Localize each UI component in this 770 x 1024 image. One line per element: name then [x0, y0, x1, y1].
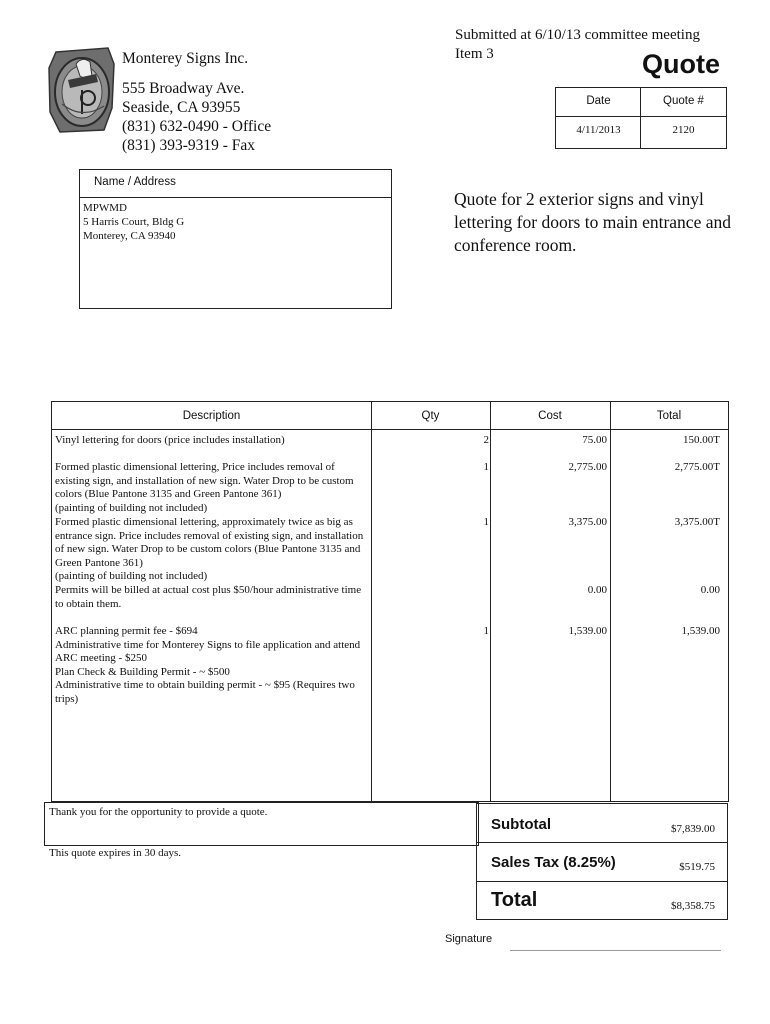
row-total: 0.00 — [700, 584, 720, 596]
row-description: Formed plastic dimensional lettering, Price includes removal of existing sign, and installation of new sign. Water Drop to be custom colors (Blue Pantone 3135 and Green Pantone 361) (painting of building not included) — [55, 461, 354, 514]
customer-address-box — [79, 169, 392, 309]
row-qty: 1 — [483, 516, 489, 528]
description-header: Description — [182, 410, 241, 422]
company-address-line2: Seaside, CA 93955 — [122, 99, 241, 116]
thank-you-note: Thank you for the opportunity to provide a quote. — [49, 806, 268, 818]
thank-you-box — [44, 802, 479, 846]
quote-info-table — [555, 87, 727, 149]
row-qty: 2 — [483, 434, 489, 446]
row-cost: 0.00 — [587, 584, 607, 596]
row-cost: 1,539.00 — [568, 625, 607, 637]
row-cost: 75.00 — [582, 434, 607, 446]
company-phone-fax: (831) 393-9319 - Fax — [122, 137, 256, 154]
date-header: Date — [586, 95, 611, 107]
company-phone-office: (831) 632-0490 - Office — [122, 118, 272, 135]
signature-label: Signature — [445, 933, 493, 945]
quote-date: 4/11/2013 — [576, 124, 621, 136]
company-logo — [46, 46, 118, 134]
customer-line: Monterey, CA 93940 — [83, 230, 176, 242]
row-total: 3,375.00T — [674, 516, 720, 528]
total-label: Total — [491, 889, 538, 911]
qty-header: Qty — [421, 410, 440, 422]
row-cost: 3,375.00 — [568, 516, 607, 528]
customer-address — [83, 201, 184, 243]
sales-tax-label: Sales Tax (8.25%) — [491, 854, 616, 871]
line-items-table — [51, 401, 729, 802]
name-address-header: Name / Address — [94, 176, 176, 188]
total-amount: $8,358.75 — [671, 900, 715, 912]
customer-line: MPWMD — [83, 202, 128, 214]
row-description: Permits will be billed at actual cost plus $50/hour administrative time to obtain them. — [55, 584, 362, 610]
submitted-note: Submitted at 6/10/13 committee meeting — [455, 27, 700, 43]
row-total: 1,539.00 — [681, 625, 720, 637]
signature-line[interactable] — [510, 950, 721, 951]
row-qty: 1 — [483, 625, 489, 637]
logo-emblem-icon — [46, 46, 118, 134]
customer-line: 5 Harris Court, Bldg G — [83, 216, 185, 228]
subtotal-amount: $7,839.00 — [671, 823, 715, 835]
total-header: Total — [656, 410, 682, 422]
cost-header: Cost — [538, 410, 562, 422]
company-name: Monterey Signs Inc. — [122, 50, 249, 67]
quote-summary: Quote for 2 exterior signs and vinyl lettering for doors to main entrance and conference room. — [454, 189, 731, 255]
expiry-note: This quote expires in 30 days. — [49, 847, 181, 859]
row-description: Formed plastic dimensional lettering, approximately twice as big as entrance sign. Price includes removal of existing sign, and installation of new sign. Water Drop to be custom colors (Blue Pantone 3135 and Green Pantone 361) (painting of building not included) — [55, 516, 364, 583]
quote-number-header: Quote # — [663, 95, 704, 107]
company-info — [122, 49, 271, 155]
document-title: Quote — [642, 49, 720, 79]
row-total: 2,775.00T — [674, 461, 720, 473]
quote-number: 2120 — [672, 124, 695, 136]
row-total: 150.00T — [683, 434, 720, 446]
row-qty: 1 — [483, 461, 489, 473]
company-address-line1: 555 Broadway Ave. — [122, 80, 245, 97]
subtotal-label: Subtotal — [491, 816, 551, 833]
row-description: ARC planning permit fee - $694 Administrative time for Monterey Signs to file application and attend ARC meeting - $250 Plan Check & Building Permit - ~ $500 Administrative time to obtain building permit - ~ $95 (Requires two trips) — [55, 625, 361, 705]
sales-tax-amount: $519.75 — [679, 861, 715, 873]
row-cost: 2,775.00 — [568, 461, 607, 473]
totals-box — [476, 803, 728, 920]
row-description: Vinyl lettering for doors (price includes installation) — [55, 434, 285, 446]
item-number: Item 3 — [455, 46, 494, 62]
